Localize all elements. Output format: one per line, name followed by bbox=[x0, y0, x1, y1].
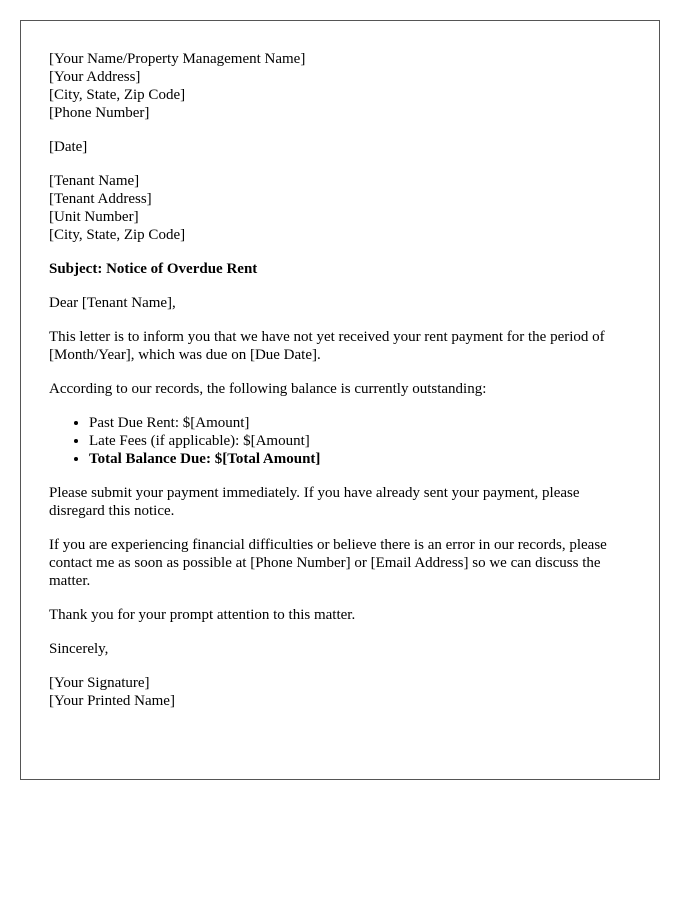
sender-block bbox=[49, 50, 631, 122]
letter-page bbox=[20, 20, 660, 780]
sender-address: [Your Address] bbox=[49, 69, 141, 85]
recipient-city-state-zip: [City, State, Zip Code] bbox=[49, 227, 186, 243]
recipient-unit: [Unit Number] bbox=[49, 209, 139, 225]
closing: Sincerely, bbox=[49, 641, 109, 657]
thanks-paragraph: Thank you for your prompt attention to this matter. bbox=[49, 607, 356, 623]
date-line: [Date] bbox=[49, 139, 88, 155]
signature-line: [Your Signature] bbox=[49, 675, 150, 691]
subject-line: Subject: Notice of Overdue Rent bbox=[49, 261, 258, 277]
sender-name: [Your Name/Property Management Name] bbox=[49, 51, 306, 67]
charges-list bbox=[49, 414, 631, 468]
sender-city-state-zip: [City, State, Zip Code] bbox=[49, 87, 186, 103]
recipient-block bbox=[49, 172, 631, 244]
intro-paragraph: This letter is to inform you that we have not yet received your rent payment for the period of [Month/Year], which was due on [Due Date]. bbox=[49, 329, 605, 363]
printed-name: [Your Printed Name] bbox=[49, 693, 175, 709]
charge-late-fees: • Late Fees (if applicable): $[Amount] bbox=[89, 432, 631, 450]
recipient-address: [Tenant Address] bbox=[49, 191, 152, 207]
salutation: Dear [Tenant Name], bbox=[49, 295, 176, 311]
submit-paragraph: Please submit your payment immediately. If you have already sent your payment, please disregard this notice. bbox=[49, 485, 580, 519]
records-paragraph: According to our records, the following balance is currently outstanding: bbox=[49, 381, 487, 397]
sender-phone: [Phone Number] bbox=[49, 105, 150, 121]
recipient-name: [Tenant Name] bbox=[49, 173, 140, 189]
difficulties-paragraph: If you are experiencing financial difficulties or believe there is an error in our records, please contact me as soon as possible at [Phone Number] or [Email Address] so we can discuss the matter. bbox=[49, 537, 607, 589]
charge-total-balance: • Total Balance Due: $[Total Amount] bbox=[89, 450, 631, 468]
signature-block bbox=[49, 674, 631, 710]
charge-past-due-rent: • Past Due Rent: $[Amount] bbox=[89, 414, 631, 432]
